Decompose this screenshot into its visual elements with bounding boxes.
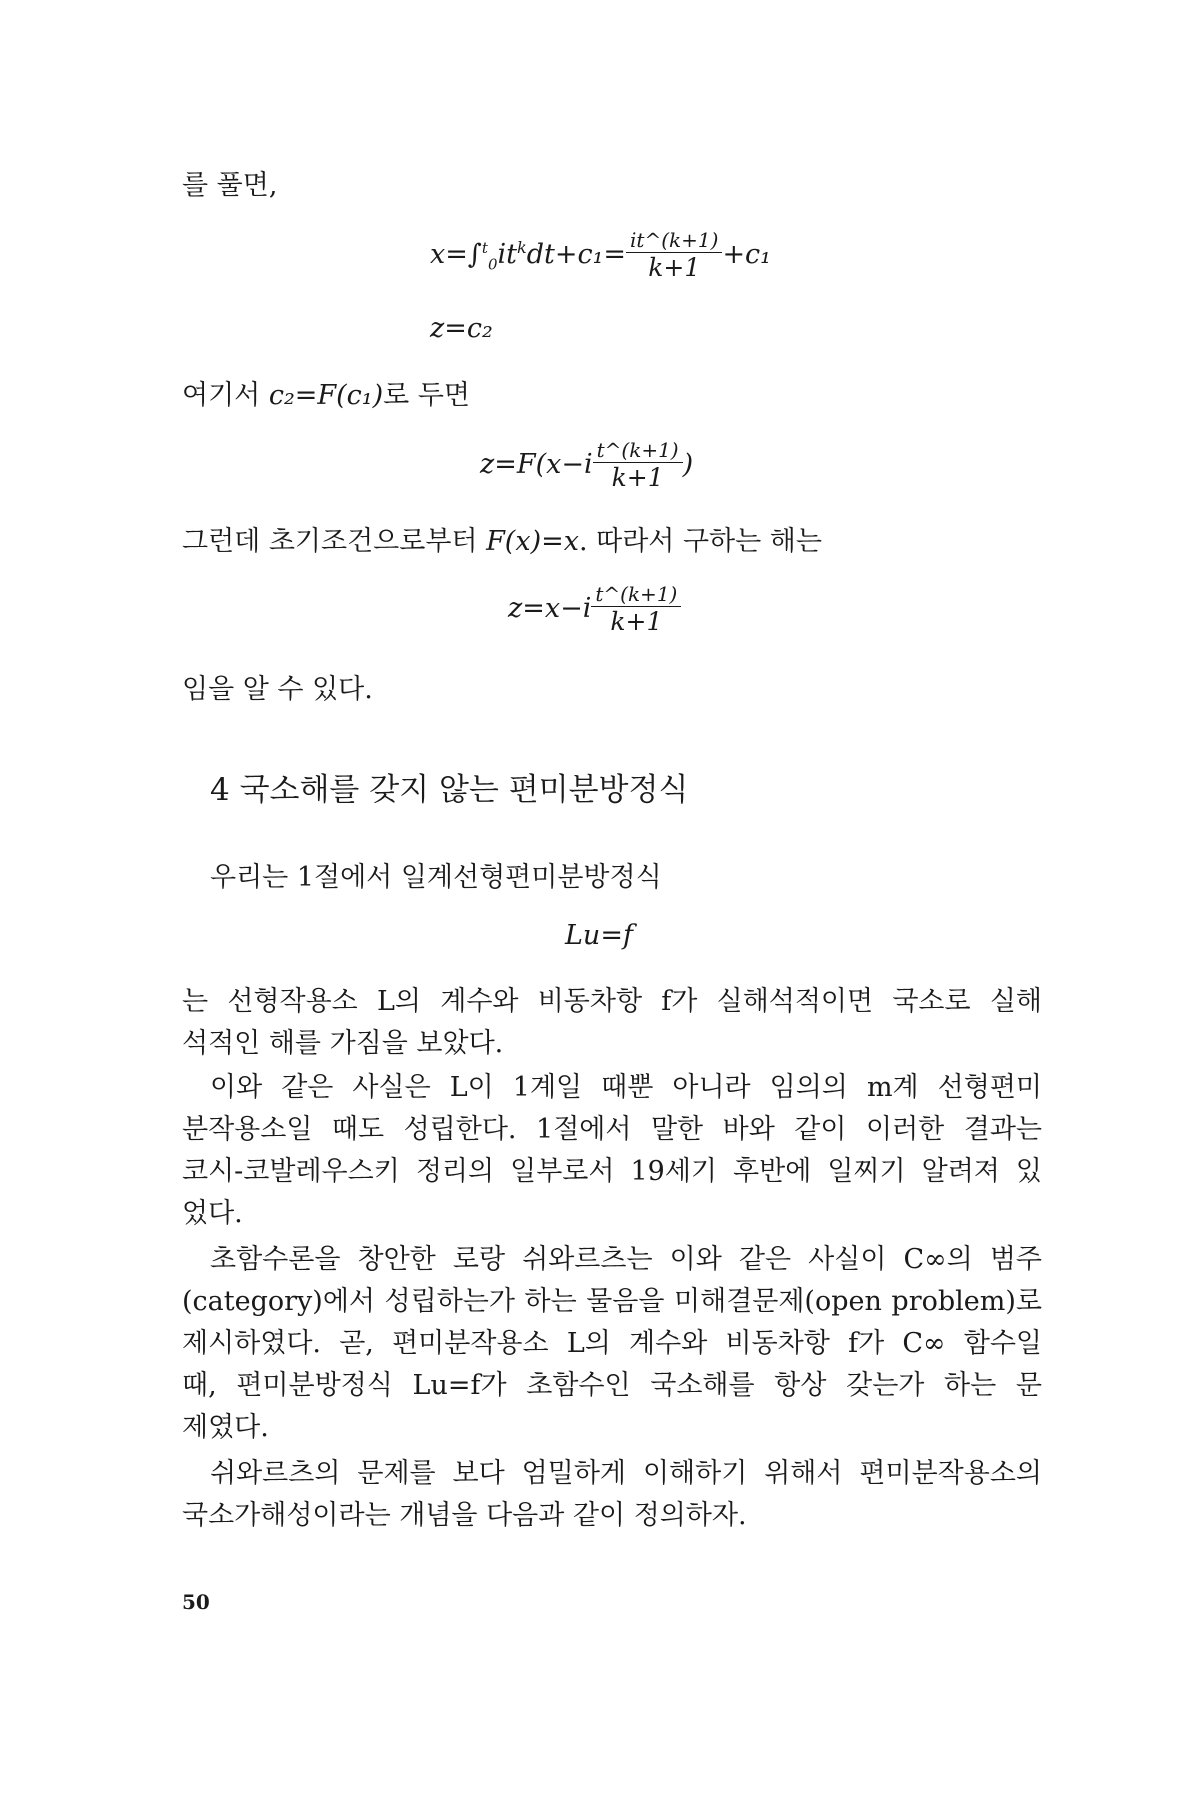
body-line: 이와 같은 사실은 L이 1계일 때뿐 아니라 임의의 m계 선형편미 <box>210 1072 1042 1103</box>
equation-z-c2: z=c₂ <box>430 313 493 344</box>
text-line: 그런데 초기조건으로부터 F(x)=x. 따라서 구하는 해는 <box>182 526 822 557</box>
body-line: 초함수론을 창안한 로랑 쉬와르츠는 이와 같은 사실이 C∞의 범주 <box>210 1244 1042 1275</box>
body-line: 때, 편미분방정식 Lu=f가 초함수인 국소해를 항상 갖는가 하는 문 <box>182 1370 1042 1401</box>
equation-lu-f: Lu=f <box>565 920 633 951</box>
body-line: 석적인 해를 가짐을 보았다. <box>182 1028 504 1059</box>
body-line: 코시-코발레우스키 정리의 일부로서 19세기 후반에 일찌기 알려져 있 <box>182 1156 1042 1187</box>
body-line: 제였다. <box>182 1412 269 1443</box>
section-heading: 4 국소해를 갖지 않는 편미분방정식 <box>210 772 689 808</box>
equation-solution: z=x−i $\frac{t\^{}(k+1)}{k+1}$ <box>508 582 681 637</box>
page-number: 50 <box>182 1590 210 1614</box>
body-line: (category)에서 성립하는가 하는 물음을 미해결문제(open problem)로 <box>182 1286 1042 1317</box>
text-line: 임을 알 수 있다. <box>182 674 373 705</box>
body-line: 국소가해성이라는 개념을 다음과 같이 정의하자. <box>182 1500 747 1531</box>
body-line: 었다. <box>182 1198 243 1229</box>
text-line: 를 풀면, <box>182 170 278 201</box>
body-line: 분작용소일 때도 성립한다. 1절에서 말한 바와 같이 이러한 결과는 <box>182 1114 1042 1145</box>
body-line: 쉬와르츠의 문제를 보다 엄밀하게 이해하기 위해서 편미분작용소의 <box>210 1458 1042 1489</box>
equation-integral: $x=\int^t_0it^kdt+c_1=$ $\frac{it\^{}(k+1)}{k+1}$ +c₁ <box>430 228 772 282</box>
text-line: 여기서 c₂=F(c₁)로 두면 <box>182 380 471 411</box>
equation-z-F: z=F(x−i $\frac{t\^{}(k+1)}{k+1}$ ) <box>480 438 694 492</box>
body-line: 는 선형작용소 L의 계수와 비동차항 f가 실해석적이면 국소로 실해 <box>182 986 1042 1017</box>
body-line: 우리는 1절에서 일계선형편미분방정식 <box>210 862 662 893</box>
body-line: 제시하였다. 곧, 편미분작용소 L의 계수와 비동차항 f가 C∞ 함수일 <box>182 1328 1042 1359</box>
